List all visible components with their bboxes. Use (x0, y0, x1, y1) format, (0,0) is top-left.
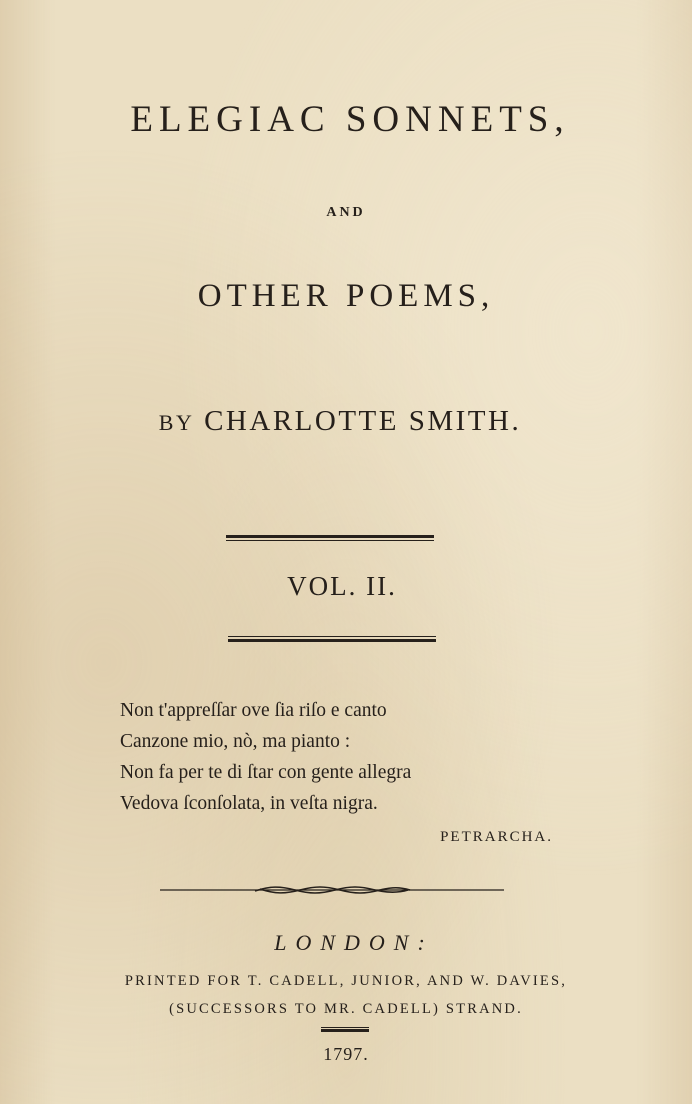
author-prefix: BY (158, 410, 195, 435)
imprint-successors: (SUCCESSORS TO MR. CADELL) STRAND. (169, 1001, 523, 1017)
epigraph-line: Canzone mio, nò, ma pianto : (120, 731, 351, 752)
author-line (0, 405, 686, 438)
conjunction: AND (326, 205, 366, 220)
epigraph-attribution: PETRARCHA. (440, 829, 553, 845)
book-subtitle: OTHER POEMS, (197, 278, 495, 314)
epigraph-line: Non fa per te di ſtar con gente allegra (120, 762, 412, 783)
author-name: CHARLOTTE SMITH. (204, 405, 522, 437)
epigraph-line: Non t'appreſſar ove ſia riſo e canto (120, 700, 387, 721)
book-title: ELEGIAC SONNETS, (130, 99, 570, 140)
volume-number: VOL. II. (287, 571, 397, 601)
imprint-year: 1797. (323, 1044, 369, 1064)
epigraph-line: Vedova ſconſolata, in veſta nigra. (120, 793, 378, 814)
short-double-rule (321, 1027, 369, 1032)
imprint-printed-for: PRINTED FOR T. CADELL, JUNIOR, AND W. DAVIES, (124, 973, 568, 989)
double-rule-top (226, 535, 434, 541)
imprint-city: LONDON: (274, 930, 434, 955)
double-rule-bottom (228, 636, 436, 642)
ornamental-rule (160, 886, 504, 894)
